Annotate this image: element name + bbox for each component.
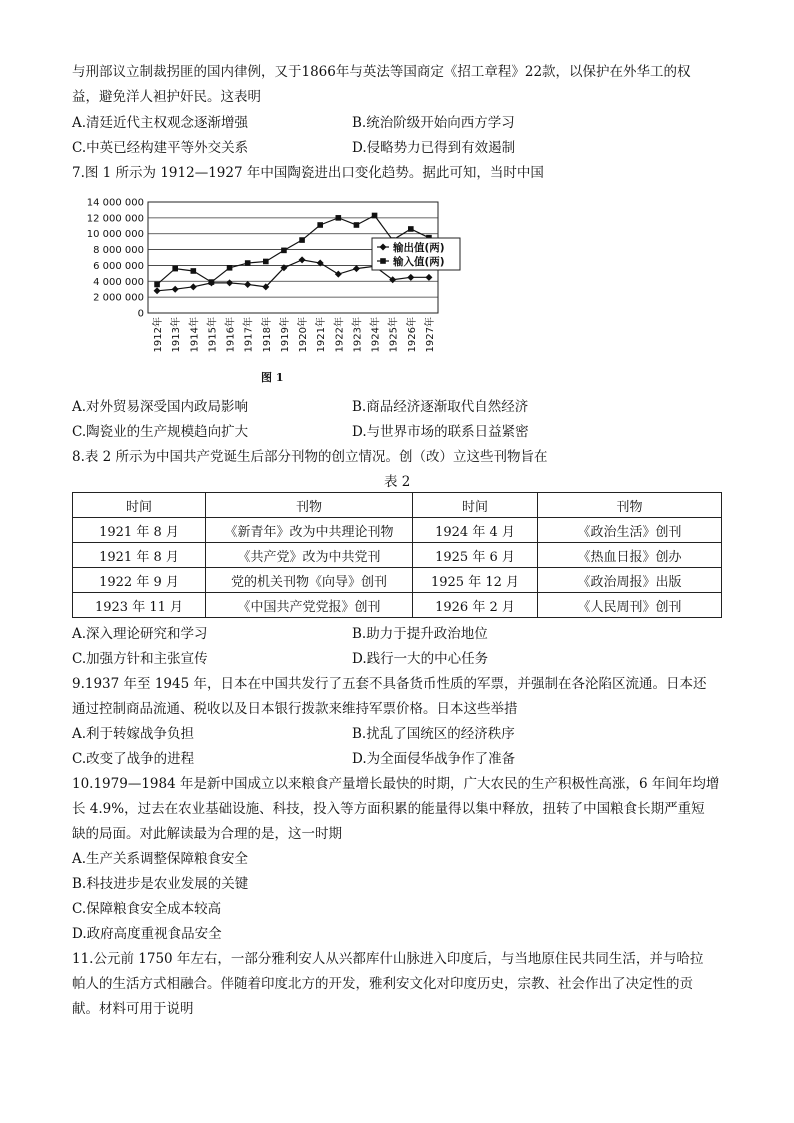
y-tick-label: 0 — [137, 308, 144, 320]
table-cell: 《中国共产党党报》创刊 — [206, 593, 413, 618]
data-point-diamond — [425, 274, 432, 281]
table-cell: 1925 年 6 月 — [413, 543, 538, 568]
table-2-caption: 表 2 — [384, 474, 411, 490]
q7-option-b: B.商品经济逐渐取代自然经济 — [352, 399, 529, 415]
q11-stem-line3: 献。材料可用于说明 — [72, 1001, 194, 1017]
data-point-square — [263, 259, 269, 265]
data-point-diamond — [335, 271, 342, 278]
q9-option-d: D.为全面侵华战争作了准备 — [352, 751, 516, 767]
data-point-square — [380, 258, 386, 264]
x-tick-label: 1921年 — [316, 317, 328, 353]
data-point-diamond — [407, 274, 414, 281]
table-cell: 《人民周刊》创刊 — [538, 593, 722, 618]
y-tick-label: 2 000 000 — [93, 292, 144, 304]
q11-stem-line1: 11.公元前 1750 年左右，一部分雅利安人从兴都库什山脉进入印度后，与当地原住民共同生活，并与哈拉 — [72, 951, 704, 967]
q8-option-a: A.深入理论研究和学习 — [72, 626, 208, 642]
q6-stem-line1: 与刑部议立制裁拐匪的国内律例，又于1866年与英法等国商定《招工章程》22款，以保护在外华工的权 — [72, 64, 691, 80]
q8-option-b: B.助力于提升政治地位 — [352, 626, 488, 642]
table-cell: 党的机关刊物《向导》创刊 — [206, 568, 413, 593]
data-point-square — [372, 213, 378, 219]
q7-option-d: D.与世界市场的联系日益紧密 — [352, 424, 529, 440]
x-tick-label: 1917年 — [243, 317, 255, 353]
data-point-square — [408, 226, 414, 232]
data-point-diamond — [353, 265, 360, 272]
header-cell: 时间 — [413, 493, 538, 518]
x-tick-label: 1922年 — [334, 317, 346, 353]
chart-legend — [372, 238, 460, 270]
data-point-diamond — [172, 286, 179, 293]
table-cell: 1922 年 9 月 — [73, 568, 206, 593]
data-point-diamond — [154, 287, 161, 294]
q10-option-d: D.政府高度重视食品安全 — [72, 926, 222, 942]
table-cell: 《政治生活》创刊 — [538, 518, 722, 543]
q7-option-a: A.对外贸易深受国内政局影响 — [72, 399, 249, 415]
data-point-diamond — [244, 281, 251, 288]
journals-table — [72, 492, 722, 618]
data-point-square — [336, 215, 342, 221]
data-point-square — [209, 279, 215, 285]
q6-option-d: D.侵略势力已得到有效遏制 — [352, 140, 516, 156]
q10-stem-line2: 长 4.9%，过去在农业基础设施、科技，投入等方面积累的能量得以集中释放，扭转了中国粮食长期严重短 — [72, 801, 705, 817]
header-cell: 刊物 — [538, 493, 722, 518]
table-cell: 《共产党》改为中共党刊 — [206, 543, 413, 568]
data-point-square — [191, 268, 197, 274]
table-cell: 《新青年》改为中共理论刊物 — [206, 518, 413, 543]
q7-stem: 7.图 1 所示为 1912—1927 年中国陶瓷进出口变化趋势。据此可知，当时中国 — [72, 165, 544, 181]
legend-label: 输入值(两) — [393, 256, 445, 268]
x-tick-label: 1927年 — [424, 317, 436, 353]
x-tick-label: 1925年 — [388, 317, 400, 353]
q9-option-a: A.利于转嫁战争负担 — [72, 726, 195, 742]
q8-stem: 8.表 2 所示为中国共产党诞生后部分刊物的创立情况。创（改）立这些刊物旨在 — [72, 449, 548, 465]
y-tick-label: 8 000 000 — [93, 245, 144, 257]
x-tick-label: 1918年 — [261, 317, 273, 353]
table-row — [73, 543, 722, 568]
data-point-square — [245, 260, 251, 266]
table-row — [73, 593, 722, 618]
table-cell: 1924 年 4 月 — [413, 518, 538, 543]
data-point-square — [154, 282, 160, 288]
table-header-row — [73, 493, 722, 518]
q9-option-b: B.扰乱了国统区的经济秩序 — [352, 726, 515, 742]
data-point-square — [172, 266, 178, 272]
table-cell: 1923 年 11 月 — [73, 593, 206, 618]
header-cell: 时间 — [73, 493, 206, 518]
data-point-square — [281, 248, 287, 254]
table-cell: 《热血日报》创办 — [538, 543, 722, 568]
x-tick-label: 1913年 — [171, 317, 183, 353]
q10-option-c: C.保障粮食安全成本较高 — [72, 901, 222, 917]
table-row — [73, 568, 722, 593]
data-point-square — [354, 222, 360, 228]
y-tick-label: 14 000 000 — [86, 197, 144, 209]
table-cell: 1921 年 8 月 — [73, 543, 206, 568]
q10-stem-line3: 缺的局面。对此解读最为合理的是，这一时期 — [72, 826, 342, 842]
table-row — [73, 518, 722, 543]
q9-option-c: C.改变了战争的进程 — [72, 751, 195, 767]
data-point-square — [227, 265, 233, 271]
q6-stem-line2: 益，避免洋人袒护奸民。这表明 — [72, 89, 261, 105]
q10-stem-line1: 10.1979—1984 年是新中国成立以来粮食产量增长最快的时期，广大农民的生产积极性高涨，6 年间年均增 — [72, 776, 720, 792]
table-cell: 《政治周报》出版 — [538, 568, 722, 593]
q6-option-b: B.统治阶级开始向西方学习 — [352, 115, 515, 131]
x-axis-ticks — [151, 317, 436, 352]
x-tick-label: 1916年 — [225, 317, 237, 353]
figure-1-label: 图 1 — [261, 371, 284, 384]
y-tick-label: 12 000 000 — [86, 213, 144, 225]
x-tick-label: 1926年 — [406, 317, 418, 353]
y-axis-ticks — [87, 198, 144, 320]
data-point-square — [317, 222, 323, 228]
table-cell: 1925 年 12 月 — [413, 568, 538, 593]
x-tick-label: 1919年 — [279, 317, 291, 353]
y-tick-label: 4 000 000 — [93, 276, 144, 288]
table-cell: 1921 年 8 月 — [73, 518, 206, 543]
data-point-diamond — [190, 283, 197, 290]
ceramics-trade-chart — [72, 190, 472, 365]
x-tick-label: 1924年 — [370, 317, 382, 353]
header-cell: 刊物 — [206, 493, 413, 518]
q6-option-a: A.清廷近代主权观念逐渐增强 — [72, 115, 249, 131]
table-cell: 1926 年 2 月 — [413, 593, 538, 618]
data-point-diamond — [226, 279, 233, 286]
y-tick-label: 10 000 000 — [86, 229, 144, 241]
q9-stem-line2: 通过控制商品流通、税收以及日本银行拨款来维持军票价格。日本这些举措 — [72, 701, 518, 717]
q9-stem-line1: 9.1937 年至 1945 年，日本在中国共发行了五套不具备货币性质的军票，并强制在各沦陷区流通。日本还 — [72, 676, 707, 692]
q10-option-a: A.生产关系调整保障粮食安全 — [72, 851, 249, 867]
q11-stem-line2: 帕人的生活方式相融合。伴随着印度北方的开发，雅利安文化对印度历史，宗教、社会作出了决定性的贡 — [72, 976, 693, 992]
x-tick-label: 1914年 — [189, 317, 201, 353]
q8-option-d: D.践行一大的中心任务 — [352, 651, 489, 667]
data-point-diamond — [299, 256, 306, 263]
x-tick-label: 1915年 — [207, 317, 219, 353]
x-tick-label: 1920年 — [298, 317, 310, 353]
q7-option-c: C.陶瓷业的生产规模趋向扩大 — [72, 424, 249, 440]
legend-label: 输出值(两) — [393, 242, 445, 254]
q8-option-c: C.加强方针和主张宣传 — [72, 651, 208, 667]
x-tick-label: 1912年 — [153, 317, 165, 353]
q6-option-c: C.中英已经构建平等外交关系 — [72, 140, 249, 156]
data-point-square — [299, 237, 305, 243]
q10-option-b: B.科技进步是农业发展的关键 — [72, 876, 249, 892]
x-tick-label: 1923年 — [352, 317, 364, 353]
y-tick-label: 6 000 000 — [93, 260, 144, 272]
